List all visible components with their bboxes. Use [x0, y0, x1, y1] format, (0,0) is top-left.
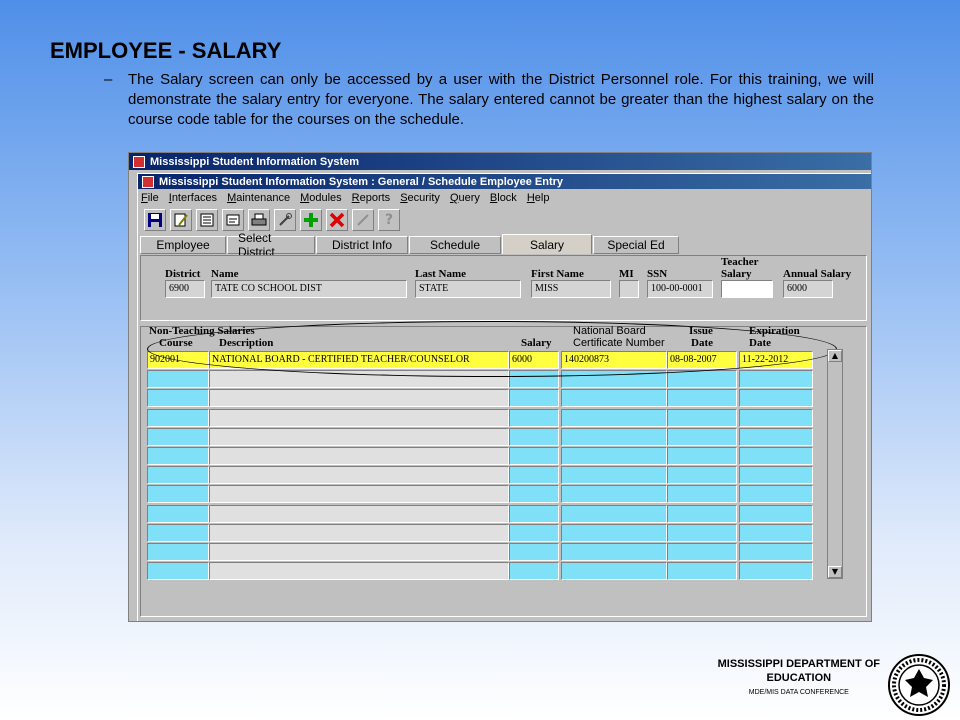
cell-cert-number[interactable] — [561, 409, 667, 427]
grid-section-title: Non-Teaching Salaries — [149, 325, 255, 337]
inner-titlebar — [138, 174, 871, 189]
outer-window-title: Mississippi Student Information System — [150, 155, 360, 168]
cell-description[interactable] — [209, 389, 509, 407]
cell-issue-date[interactable] — [667, 409, 737, 427]
help-icon[interactable]: ? — [378, 209, 400, 231]
col-issue-line1: Issue — [689, 325, 713, 337]
district-field[interactable]: 6900 — [165, 280, 205, 298]
first-name-field[interactable]: MISS — [531, 280, 611, 298]
tab-special-ed[interactable]: Special Ed — [593, 236, 679, 254]
cell-description[interactable] — [209, 428, 509, 446]
label-name: Name — [211, 268, 239, 280]
cell-description[interactable] — [209, 409, 509, 427]
bullet-dash: – — [104, 71, 113, 88]
ssn-field[interactable]: 100-00-0001 — [647, 280, 713, 298]
cell-expiration-date[interactable] — [739, 370, 813, 388]
menu-query[interactable]: Query — [449, 192, 480, 204]
label-last-name: Last Name — [415, 268, 467, 280]
scroll-up-icon[interactable]: ▲ — [828, 350, 842, 362]
cell-description[interactable] — [209, 447, 509, 465]
cell-issue-date[interactable] — [667, 370, 737, 388]
list-icon[interactable] — [196, 209, 218, 231]
mde-seal-icon — [888, 654, 950, 716]
col-salary: Salary — [521, 337, 552, 349]
label-district: District — [165, 268, 201, 280]
cell-salary[interactable] — [509, 524, 559, 542]
cell-issue-date[interactable] — [667, 466, 737, 484]
cell-course[interactable] — [147, 466, 209, 484]
label-ssn: SSN — [647, 268, 668, 280]
cell-cert-number[interactable] — [561, 524, 667, 542]
menu-help[interactable]: Help — [526, 192, 550, 204]
cell-cert-number[interactable] — [561, 389, 667, 407]
teacher-salary-field[interactable] — [721, 280, 773, 298]
add-icon[interactable] — [300, 209, 322, 231]
cell-expiration-date[interactable] — [739, 562, 813, 580]
cell-cert-number[interactable] — [561, 447, 667, 465]
cell-expiration-date[interactable]: 11-22-2012 — [739, 351, 813, 369]
cell-course[interactable] — [147, 485, 209, 503]
cell-salary[interactable] — [509, 505, 559, 523]
cell-issue-date[interactable] — [667, 485, 737, 503]
org-line1: MISSISSIPPI DEPARTMENT OF — [717, 658, 880, 670]
cell-expiration-date[interactable] — [739, 428, 813, 446]
cell-course[interactable] — [147, 543, 209, 561]
name-field[interactable]: TATE CO SCHOOL DIST — [211, 280, 407, 298]
cell-description[interactable] — [209, 466, 509, 484]
cell-course[interactable] — [147, 562, 209, 580]
menubar — [138, 189, 871, 207]
cell-cert-number[interactable] — [561, 466, 667, 484]
label-first-name: First Name — [531, 268, 584, 280]
cell-description[interactable] — [209, 505, 509, 523]
conference-label: MDE/MIS DATA CONFERENCE — [748, 689, 849, 696]
cell-course[interactable] — [147, 409, 209, 427]
label-annual-salary: Annual Salary — [783, 268, 852, 280]
inner-window — [137, 173, 871, 621]
label-teacher-salary-1: Teacher — [721, 256, 759, 268]
org-line2: EDUCATION — [766, 672, 832, 684]
menu-block[interactable]: Block — [489, 192, 517, 204]
cell-expiration-date[interactable] — [739, 524, 813, 542]
cell-course[interactable] — [147, 370, 209, 388]
cell-expiration-date[interactable] — [739, 409, 813, 427]
cell-description[interactable] — [209, 485, 509, 503]
col-cert-line2: Certificate Number — [573, 337, 665, 349]
cell-expiration-date[interactable] — [739, 389, 813, 407]
cell-description[interactable]: NATIONAL BOARD - CERTIFIED TEACHER/COUNSELOR — [209, 351, 509, 369]
cell-issue-date[interactable] — [667, 543, 737, 561]
menu-modules[interactable]: Modules — [300, 192, 342, 204]
inner-window-title: Mississippi Student Information System : General / Schedule Employee Entry — [159, 175, 564, 188]
cell-salary[interactable] — [509, 389, 559, 407]
cell-expiration-date[interactable] — [739, 466, 813, 484]
annual-salary-field[interactable]: 6000 — [783, 280, 833, 298]
col-exp-line1: Expiration — [749, 325, 800, 337]
cell-cert-number[interactable] — [561, 543, 667, 561]
last-name-field[interactable]: STATE — [415, 280, 521, 298]
edit-icon[interactable] — [170, 209, 192, 231]
cell-cert-number[interactable] — [561, 485, 667, 503]
pencil-icon[interactable] — [352, 209, 374, 231]
cell-salary[interactable] — [509, 543, 559, 561]
cell-course[interactable] — [147, 389, 209, 407]
tab-bar — [140, 231, 679, 259]
slide-bullet — [104, 70, 874, 130]
col-course: Course — [159, 337, 193, 349]
cell-salary[interactable] — [509, 370, 559, 388]
label-mi: MI — [619, 268, 634, 280]
tab-salary[interactable]: Salary — [502, 234, 592, 254]
save-icon[interactable] — [144, 209, 166, 231]
cell-salary[interactable] — [509, 562, 559, 580]
cell-issue-date[interactable] — [667, 428, 737, 446]
cell-description[interactable] — [209, 370, 509, 388]
cell-salary[interactable]: 6000 — [509, 351, 559, 369]
form-icon — [142, 176, 154, 188]
col-issue-line2: Date — [691, 337, 713, 349]
tools-icon[interactable] — [274, 209, 296, 231]
cell-course[interactable] — [147, 524, 209, 542]
cell-expiration-date[interactable] — [739, 543, 813, 561]
cell-expiration-date[interactable] — [739, 505, 813, 523]
tab-district-info[interactable]: District Info — [316, 236, 408, 254]
cell-issue-date[interactable]: 08-08-2007 — [667, 351, 737, 369]
tab-employee[interactable]: Employee — [140, 236, 226, 254]
label-teacher-salary-2: Salary — [721, 268, 752, 280]
scroll-down-icon[interactable]: ▼ — [828, 566, 842, 578]
cell-issue-date[interactable] — [667, 447, 737, 465]
tab-select-district[interactable]: Select District — [227, 236, 315, 254]
mi-field[interactable] — [619, 280, 639, 298]
toolbar — [138, 207, 871, 233]
footer — [718, 657, 880, 696]
list-check-icon[interactable] — [222, 209, 244, 231]
menu-interfaces[interactable]: Interfaces — [168, 192, 218, 204]
cell-expiration-date[interactable] — [739, 447, 813, 465]
print-icon[interactable] — [248, 209, 270, 231]
col-cert-line1: National Board — [573, 325, 646, 337]
cell-description[interactable] — [209, 524, 509, 542]
cell-salary[interactable] — [509, 466, 559, 484]
app-icon — [133, 156, 145, 168]
cell-course[interactable] — [147, 428, 209, 446]
employee-header-panel — [140, 255, 867, 321]
cell-cert-number[interactable] — [561, 370, 667, 388]
cell-cert-number[interactable] — [561, 562, 667, 580]
cell-issue-date[interactable] — [667, 505, 737, 523]
outer-titlebar — [129, 153, 871, 170]
cell-course[interactable] — [147, 447, 209, 465]
menu-reports[interactable]: Reports — [351, 192, 391, 204]
cell-salary[interactable] — [509, 428, 559, 446]
cell-description[interactable] — [209, 543, 509, 561]
cell-salary[interactable] — [509, 485, 559, 503]
cell-issue-date[interactable] — [667, 389, 737, 407]
cell-salary[interactable] — [509, 409, 559, 427]
cell-course[interactable] — [147, 505, 209, 523]
tab-schedule[interactable]: Schedule — [409, 236, 501, 254]
cell-description[interactable] — [209, 562, 509, 580]
slide-title: EMPLOYEE - SALARY — [50, 38, 282, 63]
non-teaching-salaries-block — [140, 326, 867, 617]
cell-cert-number[interactable] — [561, 428, 667, 446]
cell-issue-date[interactable] — [667, 524, 737, 542]
menu-security[interactable]: Security — [400, 192, 440, 204]
menu-maintenance[interactable]: Maintenance — [227, 192, 291, 204]
cell-cert-number[interactable]: 140200873 — [561, 351, 667, 369]
cell-issue-date[interactable] — [667, 562, 737, 580]
cell-salary[interactable] — [509, 447, 559, 465]
cell-cert-number[interactable] — [561, 505, 667, 523]
bullet-text: The Salary screen can only be accessed by a user with the District Personnel role. For this training, we will demonstrate the salary entry for everyone. The salary entered cannot be greater than the highest salary on the course code table for the courses on the schedule. — [128, 71, 874, 128]
cell-course[interactable]: 902001 — [147, 351, 209, 369]
app-window — [128, 152, 872, 622]
menu-file[interactable]: File — [141, 192, 159, 204]
grid-scrollbar[interactable] — [827, 349, 843, 579]
cell-expiration-date[interactable] — [739, 485, 813, 503]
delete-icon[interactable] — [326, 209, 348, 231]
col-exp-line2: Date — [749, 337, 771, 349]
col-description: Description — [219, 337, 274, 349]
